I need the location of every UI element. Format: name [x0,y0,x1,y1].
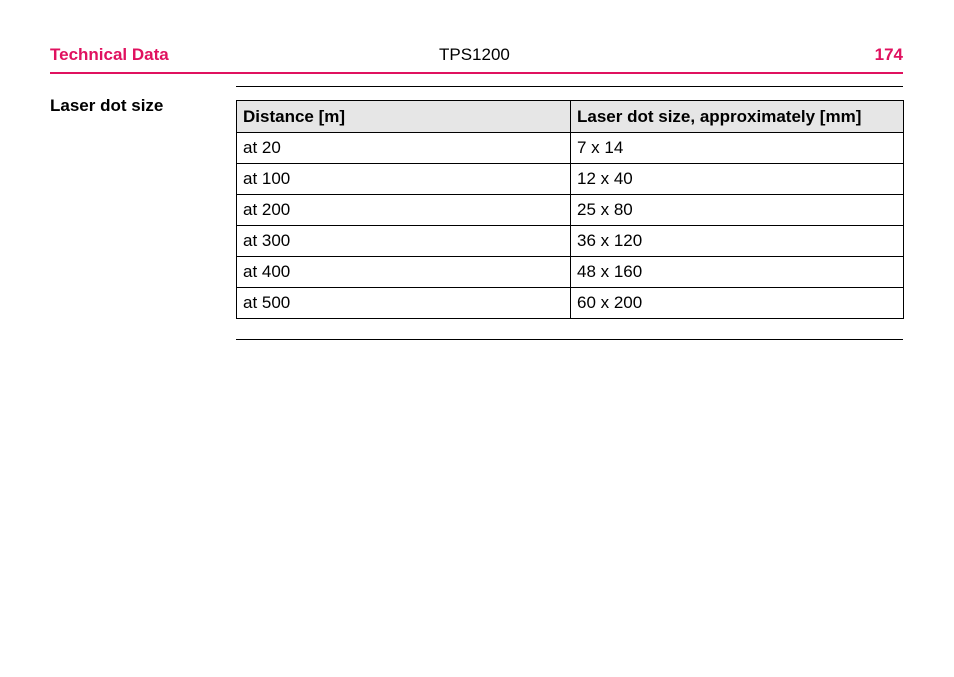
dot-size-cell: 60 x 200 [571,288,904,319]
table-row [237,195,904,226]
distance-cell: at 500 [237,288,571,319]
table-top-rule [236,86,903,87]
dot-size-cell: 7 x 14 [571,133,904,164]
table-row [237,133,904,164]
dot-size-cell: 48 x 160 [571,257,904,288]
table-row [237,164,904,195]
column-header-distance: Distance [m] [237,101,571,133]
header-section-title: Technical Data [50,45,169,64]
table-row [237,226,904,257]
column-header-dot-size: Laser dot size, approximately [mm] [571,101,904,133]
distance-cell: at 100 [237,164,571,195]
table-row [237,257,904,288]
section-title: Laser dot size [50,96,164,115]
distance-cell: at 20 [237,133,571,164]
header-page-number: 174 [874,45,903,64]
page-header [50,44,903,74]
table-bottom-rule [236,339,903,340]
header-product-name: TPS1200 [439,45,510,64]
dot-size-cell: 12 x 40 [571,164,904,195]
table-row [237,288,904,319]
dot-size-cell: 36 x 120 [571,226,904,257]
distance-cell: at 400 [237,257,571,288]
distance-cell: at 300 [237,226,571,257]
distance-cell: at 200 [237,195,571,226]
laser-dot-size-table [236,100,904,319]
dot-size-cell: 25 x 80 [571,195,904,226]
table-header-row [237,101,904,133]
